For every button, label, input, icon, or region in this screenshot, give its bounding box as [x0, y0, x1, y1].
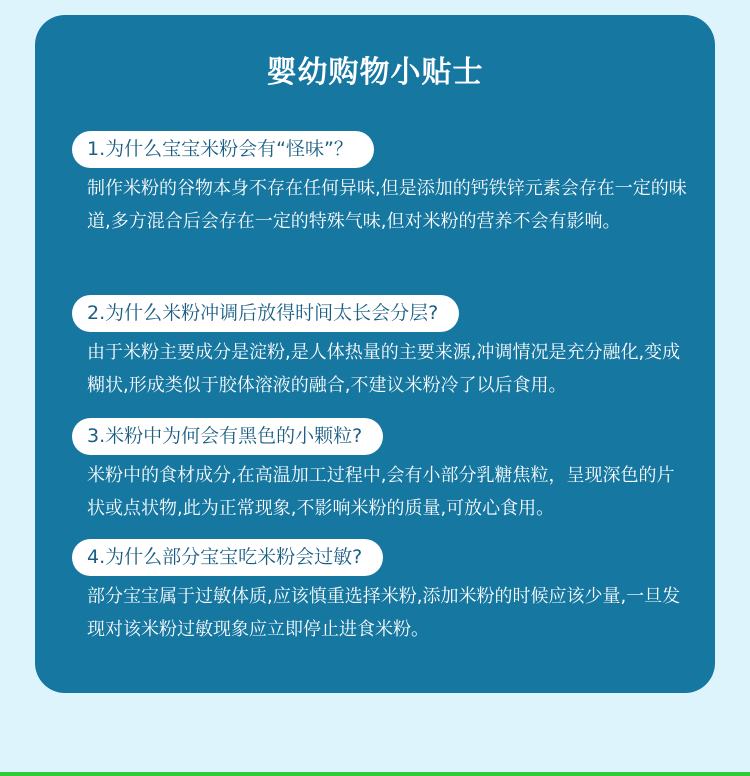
answer-text: 制作米粉的谷物本身不存在任何异味,但是添加的钙铁锌元素会存在一定的味道,多方混合后会存在一定的特殊气味,但对米粉的营养不会有影响。	[87, 178, 687, 232]
answer-text: 部分宝宝属于过敏体质,应该慎重选择米粉,添加米粉的时候应该少量,一旦发现对该米粉过敏现象应立即停止进食米粉。	[87, 586, 681, 640]
question-pill: 2.为什么米粉冲调后放得时间太长会分层?	[72, 295, 459, 332]
tips-card	[35, 15, 715, 693]
answer-text: 米粉中的食材成分,在高温加工过程中,会有小部分乳糖焦粒，呈现深色的片状或点状物,此为正常现象,不影响米粉的质量,可放心食用。	[87, 465, 675, 519]
answer-text: 由于米粉主要成分是淀粉,是人体热量的主要来源,冲调情况是充分融化,变成糊状,形成类似于胶体溶液的融合,不建议米粉冷了以后食用。	[87, 342, 681, 396]
tip-section-4	[72, 539, 692, 646]
question-pill: 4.为什么部分宝宝吃米粉会过敏?	[72, 539, 383, 576]
tip-section-3	[72, 418, 692, 525]
bottom-accent-line	[0, 772, 750, 776]
question-pill: 3.米粉中为何会有黑色的小颗粒?	[72, 418, 383, 455]
tip-section-1	[72, 131, 692, 238]
question-pill: 1.为什么宝宝米粉会有“怪味”？	[72, 131, 374, 168]
tip-section-2	[72, 295, 692, 402]
page-title: 婴幼购物小贴士	[266, 55, 484, 90]
